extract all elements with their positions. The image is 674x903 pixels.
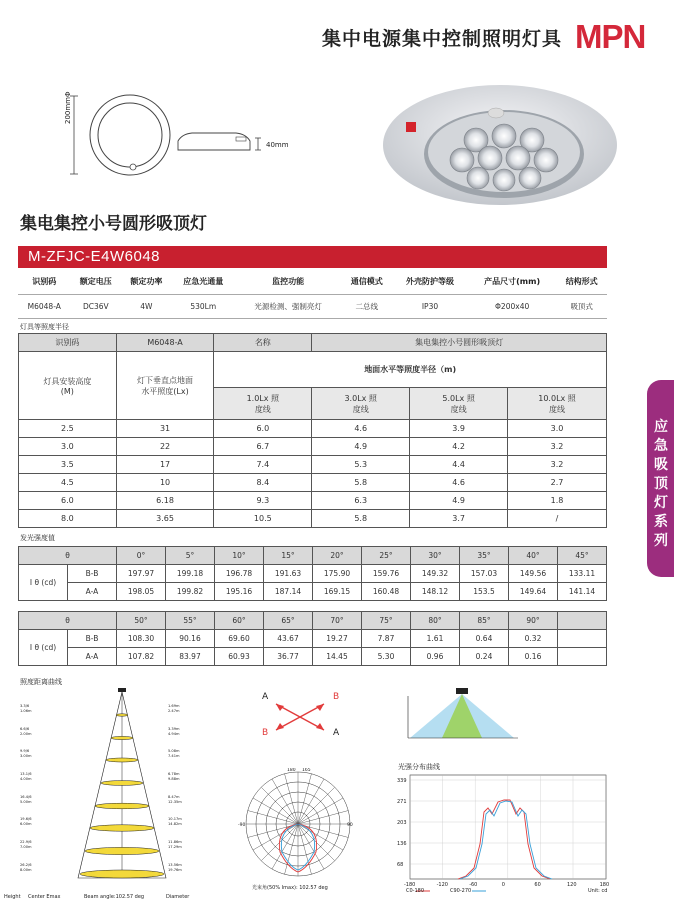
y-tick-label: 339 (397, 778, 407, 784)
illum-cell: 2.7 (508, 474, 607, 492)
angle-header: 25° (362, 547, 411, 565)
y-tick-label: 203 (397, 820, 407, 826)
angle-header: 10° (215, 547, 264, 565)
intensity-value: 107.82 (117, 648, 166, 666)
angle-header: 40° (509, 547, 558, 565)
illum-cell: 5.8 (312, 510, 410, 528)
diameter-label: 200mmΦ (64, 91, 72, 124)
intensity-value: 175.90 (313, 565, 362, 583)
svg-text:165: 165 (302, 768, 311, 773)
polar-spoke (285, 774, 298, 824)
document-title: 集中电源集中控制照明灯具 (322, 28, 563, 50)
spec-header: 结构形式 (556, 270, 607, 294)
beam-footer-center: Center Emax (28, 894, 61, 900)
spec-value: 吸顶式 (556, 294, 607, 318)
svg-text:9.9/6: 9.9/6 (20, 749, 30, 753)
spec-header: 额定功率 (121, 270, 172, 294)
spec-header: 额定电压 (71, 270, 122, 294)
svg-text:2.47m: 2.47m (168, 709, 180, 713)
illum-cell: 3.65 (116, 510, 214, 528)
illum-cell: 3.9 (410, 420, 508, 438)
x-tick-label: 120 (567, 882, 577, 888)
intensity-value: 133.11 (558, 565, 607, 583)
intensity-value: 0.96 (411, 648, 460, 666)
intensity-value: 83.97 (166, 648, 215, 666)
ab-label-b1: B (333, 692, 340, 702)
illum-id-label: 识别码 (19, 334, 117, 352)
angle-header: 55° (166, 612, 215, 630)
height-label: 40mm (266, 141, 289, 149)
theta-label: θ (19, 547, 117, 565)
spec-value: 光源检测、强制亮灯 (235, 294, 342, 318)
model-number-bar: M-ZFJC-E4W6048 (18, 246, 607, 268)
intensity-value: 196.78 (215, 565, 264, 583)
aa-label: A-A (68, 648, 117, 666)
svg-text:26.2/6: 26.2/6 (20, 863, 32, 867)
polar-spoke (253, 798, 298, 824)
illum-cell: 10.5 (214, 510, 312, 528)
illum-cell: 6.7 (214, 438, 312, 456)
svg-text:11.86m: 11.86m (168, 840, 182, 844)
illum-cell: 7.4 (214, 456, 312, 474)
polar-spoke (272, 779, 298, 824)
svg-text:8.00m: 8.00m (20, 868, 32, 872)
illum-id-value: M6048-A (116, 334, 214, 352)
angle-header: 5° (166, 547, 215, 565)
theta-label: θ (19, 612, 117, 630)
intensity-value: 14.45 (313, 648, 362, 666)
polar-spoke (272, 824, 298, 869)
svg-text:5.08m: 5.08m (168, 749, 180, 753)
illum-cell: 4.6 (312, 420, 410, 438)
distribution-section-label: 光强分布曲线 (398, 763, 440, 771)
brand-logo: MPN (575, 18, 646, 55)
polar-intensity-diagram (236, 768, 360, 892)
intensity-value: 36.77 (264, 648, 313, 666)
product-dimension-drawing (60, 88, 305, 188)
illum-name-value: 集电集控小号圆形吸顶灯 (312, 334, 607, 352)
beam-footer-diameter: Diameter (166, 894, 190, 900)
svg-text:6.6/6: 6.6/6 (20, 727, 30, 731)
svg-text:19.76m: 19.76m (168, 868, 182, 872)
y-tick-label: 68 (397, 862, 404, 868)
svg-text:7.41m: 7.41m (168, 754, 180, 758)
illum-cell: 4.9 (312, 438, 410, 456)
illum-cell: 5.8 (312, 474, 410, 492)
intensity-value: 195.16 (215, 583, 264, 601)
illum-cell: 10 (116, 474, 214, 492)
svg-text:6.78m: 6.78m (168, 772, 180, 776)
illum-cell: 3.0 (19, 438, 117, 456)
svg-text:13.56m: 13.56m (168, 863, 182, 867)
illum-cell: 3.2 (508, 456, 607, 474)
spec-value: 4W (121, 294, 172, 318)
intensity-value: 0.24 (460, 648, 509, 666)
intensity-value: 7.87 (362, 630, 411, 648)
spec-value: 二总线 (342, 294, 393, 318)
svg-text:14.82m: 14.82m (168, 822, 182, 826)
svg-text:4.00m: 4.00m (20, 777, 32, 781)
polar-spoke (298, 798, 343, 824)
legend-c90: C90-270 (450, 888, 472, 894)
illum-section-label: 灯具等照度半径 (20, 323, 69, 331)
polar-spoke (261, 787, 298, 824)
polar-spoke (298, 824, 343, 850)
intensity-value: 159.76 (362, 565, 411, 583)
illum-line-label: 5.0Lx 照度线 (410, 388, 508, 420)
svg-text:7.00m: 7.00m (20, 845, 32, 849)
polar-spoke (298, 824, 324, 869)
x-tick-label: 0 (501, 882, 505, 888)
lum-section-label: 发光强度值 (20, 534, 55, 542)
intensity-value (558, 648, 607, 666)
polar-spoke (298, 824, 311, 874)
legend-c0: C0-180 (406, 888, 425, 894)
intensity-value: 149.32 (411, 565, 460, 583)
illum-cell: 6.3 (312, 492, 410, 510)
spec-value: M6048-A (18, 294, 71, 318)
intensity-value: 191.63 (264, 565, 313, 583)
beam-footer-angle: Beam angle:102.57 deg (84, 894, 145, 900)
illum-row (19, 456, 607, 474)
illum-cell: 4.6 (410, 474, 508, 492)
svg-text:90: 90 (347, 823, 353, 828)
svg-text:12.35m: 12.35m (168, 800, 182, 804)
illum-row (19, 438, 607, 456)
svg-text:10.17m: 10.17m (168, 817, 182, 821)
intensity-value: 198.05 (117, 583, 166, 601)
illum-cell: 3.7 (410, 510, 508, 528)
illum-cell: 6.0 (214, 420, 312, 438)
x-tick-label: 180 (599, 882, 610, 888)
svg-text:3.39m: 3.39m (168, 727, 180, 731)
svg-text:9.88m: 9.88m (168, 777, 180, 781)
illum-height-label: 灯具安装高度(M) (19, 352, 117, 420)
illum-line-label: 10.0Lx 照度线 (508, 388, 607, 420)
spec-header: 外壳防护等级 (392, 270, 468, 294)
intensity-value: 149.64 (509, 583, 558, 601)
intensity-value: 199.18 (166, 565, 215, 583)
intensity-value: 60.93 (215, 648, 264, 666)
angle-header: 80° (411, 612, 460, 630)
intensity-value: 160.48 (362, 583, 411, 601)
x-tick-label: -120 (436, 882, 448, 888)
beam-section-label: 照度距离曲线 (20, 678, 62, 686)
illum-cell: 4.2 (410, 438, 508, 456)
illum-cell: 3.2 (508, 438, 607, 456)
ab-label-a2: A (333, 728, 340, 738)
svg-text:2.00m: 2.00m (20, 732, 32, 736)
polar-spoke (253, 824, 298, 850)
series-side-tab-label: 应急吸顶灯系列 (654, 419, 668, 549)
ab-label-b2: B (262, 728, 269, 738)
ab-label-a1: A (262, 692, 269, 702)
angle-header: 45° (558, 547, 607, 565)
intensity-value: 169.15 (313, 583, 362, 601)
intensity-value: 43.67 (264, 630, 313, 648)
spec-header: 应急光通量 (172, 270, 235, 294)
svg-text:4.94m: 4.94m (168, 732, 180, 736)
x-tick-label: 60 (534, 882, 541, 888)
illum-cell: 6.0 (19, 492, 117, 510)
svg-text:1.06m: 1.06m (20, 709, 32, 713)
polar-spoke (248, 811, 298, 824)
illumination-radius-table (18, 333, 607, 528)
illum-cell: 1.8 (508, 492, 607, 510)
illum-cell: 8.0 (19, 510, 117, 528)
angle-header: 35° (460, 547, 509, 565)
intensity-value: 108.30 (117, 630, 166, 648)
spec-header: 产品尺寸(mm) (468, 270, 556, 294)
illum-cell: 4.9 (410, 492, 508, 510)
svg-text:19.6/6: 19.6/6 (20, 817, 32, 821)
illum-cell: 5.3 (312, 456, 410, 474)
angle-header: 70° (313, 612, 362, 630)
svg-text:22.9/6: 22.9/6 (20, 840, 32, 844)
spec-header: 监控功能 (235, 270, 342, 294)
illum-cell: 6.18 (116, 492, 214, 510)
intensity-value: 1.61 (411, 630, 460, 648)
y-tick-label: 136 (397, 841, 407, 847)
spec-header: 识别码 (18, 270, 71, 294)
illum-cell: 17 (116, 456, 214, 474)
svg-text:1.69m: 1.69m (168, 704, 180, 708)
illum-cell: 3.0 (508, 420, 607, 438)
polar-spoke (298, 811, 348, 824)
angle-header: 60° (215, 612, 264, 630)
product-photo (378, 80, 618, 210)
spec-value: Φ200x40 (468, 294, 556, 318)
intensity-value: 199.82 (166, 583, 215, 601)
intensity-label: I θ (cd) (19, 630, 68, 666)
bb-label: B-B (68, 630, 117, 648)
polar-spoke (298, 774, 311, 824)
svg-text:13.1/6: 13.1/6 (20, 772, 32, 776)
illum-line-label: 1.0Lx 照度线 (214, 388, 312, 420)
intensity-value: 197.97 (117, 565, 166, 583)
svg-text:3.3/6: 3.3/6 (20, 704, 30, 708)
illum-row (19, 510, 607, 528)
angle-header: 75° (362, 612, 411, 630)
illum-line-label: 3.0Lx 照度线 (312, 388, 410, 420)
spec-value: IP30 (392, 294, 468, 318)
angle-header: 15° (264, 547, 313, 565)
bb-label: B-B (68, 565, 117, 583)
intensity-value: 19.27 (313, 630, 362, 648)
angle-header: 0° (117, 547, 166, 565)
illum-cell: / (508, 510, 607, 528)
illum-cell: 4.4 (410, 456, 508, 474)
illum-radius-label: 地面水平等照度半径（m) (214, 352, 607, 388)
illum-row (19, 474, 607, 492)
spec-header: 通信模式 (342, 270, 393, 294)
svg-text:5.00m: 5.00m (20, 800, 32, 804)
intensity-value: 157.03 (460, 565, 509, 583)
illum-row (19, 420, 607, 438)
unit-label: Unit: cd (588, 888, 608, 894)
luminous-intensity-table-2 (18, 611, 607, 666)
polar-spoke (298, 779, 324, 824)
svg-text:6.00m: 6.00m (20, 822, 32, 826)
illum-lux-label: 灯下垂直点地面水平照度(Lx) (116, 352, 214, 420)
intensity-value: 153.5 (460, 583, 509, 601)
intensity-value: 148.12 (411, 583, 460, 601)
angle-header: 65° (264, 612, 313, 630)
y-tick-label: 271 (397, 799, 407, 805)
intensity-value: 0.64 (460, 630, 509, 648)
angle-header: 20° (313, 547, 362, 565)
illum-cell: 2.5 (19, 420, 117, 438)
angle-header (558, 612, 607, 630)
intensity-value (558, 630, 607, 648)
product-name: 集电集控小号圆形吸顶灯 (20, 214, 207, 234)
aa-label: A-A (68, 583, 117, 601)
intensity-value: 90.16 (166, 630, 215, 648)
intensity-label: I θ (cd) (19, 565, 68, 601)
intensity-value: 0.16 (509, 648, 558, 666)
illum-cell: 4.5 (19, 474, 117, 492)
beam-cone-icon (404, 688, 522, 746)
illum-cell: 22 (116, 438, 214, 456)
distribution-curve-chart (396, 772, 618, 896)
svg-text:8.47m: 8.47m (168, 795, 180, 799)
intensity-value: 149.56 (509, 565, 558, 583)
polar-spoke (285, 824, 298, 874)
polar-caption: 光束角(50% Imax): 102.57 deg (252, 885, 328, 891)
svg-text:180: 180 (287, 768, 296, 773)
intensity-value: 5.30 (362, 648, 411, 666)
angle-header: 50° (117, 612, 166, 630)
illuminance-cone-diagram (18, 688, 226, 893)
intensity-value: 69.60 (215, 630, 264, 648)
illum-cell: 31 (116, 420, 214, 438)
svg-text:16.4/6: 16.4/6 (20, 795, 32, 799)
illum-row (19, 492, 607, 510)
angle-header: 85° (460, 612, 509, 630)
beam-footer-height: Height (4, 894, 21, 900)
svg-text:17.29m: 17.29m (168, 845, 182, 849)
x-tick-label: -180 (404, 882, 416, 888)
luminous-intensity-table-1 (18, 546, 607, 601)
intensity-value: 187.14 (264, 583, 313, 601)
spec-value: DC36V (71, 294, 122, 318)
svg-text:-90: -90 (238, 823, 246, 828)
angle-header: 90° (509, 612, 558, 630)
intensity-value: 141.14 (558, 583, 607, 601)
x-tick-label: -60 (469, 882, 478, 888)
illum-cell: 3.5 (19, 456, 117, 474)
illum-cell: 8.4 (214, 474, 312, 492)
spec-table (18, 270, 607, 319)
illum-name-label: 名称 (214, 334, 312, 352)
illum-cell: 9.3 (214, 492, 312, 510)
intensity-value: 0.32 (509, 630, 558, 648)
angle-header: 30° (411, 547, 460, 565)
spec-value: 530Lm (172, 294, 235, 318)
svg-text:3.00m: 3.00m (20, 754, 32, 758)
polar-spoke (298, 787, 335, 824)
